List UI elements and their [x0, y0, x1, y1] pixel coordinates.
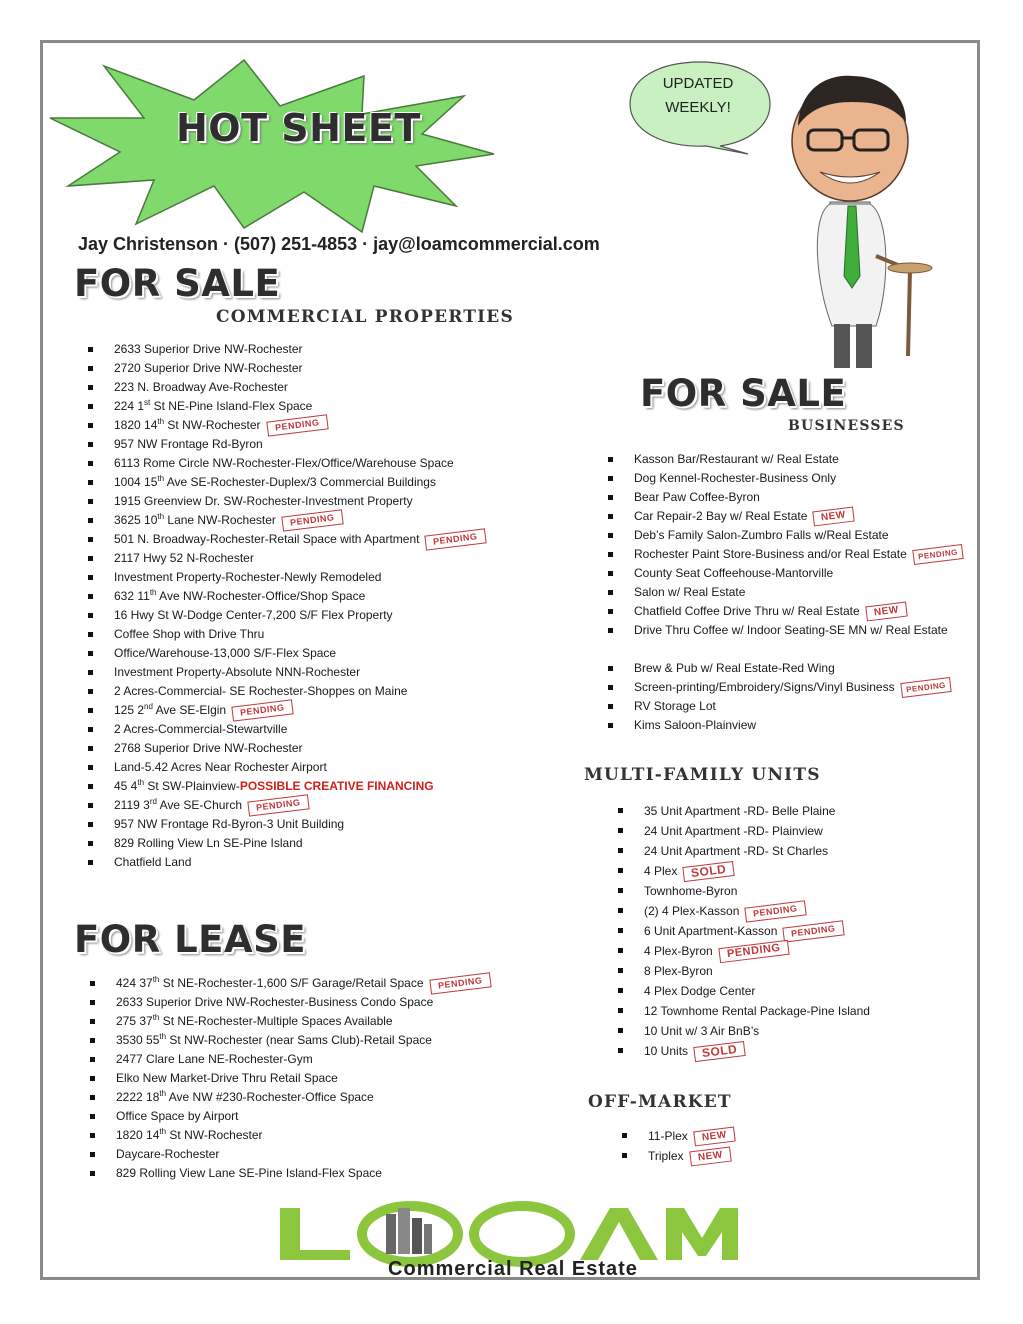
commercial-property-list: [86, 340, 486, 872]
list-item[interactable]: 4 Plex Dodge Center: [616, 981, 870, 1001]
list-item[interactable]: Townhome-Byron: [616, 881, 870, 901]
list-item[interactable]: 275 37th St NE-Rochester-Multiple Spaces Available: [88, 1012, 490, 1031]
list-item[interactable]: 2117 Hwy 52 N-Rochester: [86, 549, 486, 568]
list-item[interactable]: RV Storage Lot: [606, 697, 963, 716]
lease-list: [88, 974, 490, 1183]
list-item[interactable]: 3530 55th St NW-Rochester (near Sams Club)-Retail Space: [88, 1031, 490, 1050]
list-item[interactable]: 10 Unit w/ 3 Air BnB’s: [616, 1021, 870, 1041]
list-item[interactable]: Brew & Pub w/ Real Estate-Red Wing: [606, 659, 963, 678]
list-item[interactable]: 125 2nd Ave SE-Elgin PENDING: [86, 701, 486, 720]
list-item[interactable]: Chatfield Coffee Drive Thru w/ Real Estate NEW: [606, 602, 963, 621]
list-item[interactable]: 24 Unit Apartment -RD- Plainview: [616, 821, 870, 841]
sold-stamp: SOLD: [683, 861, 736, 882]
list-item[interactable]: 957 NW Frontage Rd-Byron: [86, 435, 486, 454]
pending-stamp: PENDING: [231, 700, 293, 722]
list-item[interactable]: Investment Property-Rochester-Newly Remodeled: [86, 568, 486, 587]
list-item[interactable]: Salon w/ Real Estate: [606, 583, 963, 602]
list-item[interactable]: Investment Property-Absolute NNN-Rochester: [86, 663, 486, 682]
list-item[interactable]: 8 Plex-Byron: [616, 961, 870, 981]
list-item[interactable]: 4 Plex SOLD: [616, 861, 870, 881]
list-item[interactable]: Land-5.42 Acres Near Rochester Airport: [86, 758, 486, 777]
sold-stamp: SOLD: [693, 1041, 746, 1062]
list-item[interactable]: 1820 14th St NW-Rochester: [88, 1126, 490, 1145]
list-item[interactable]: Office/Warehouse-13,000 S/F-Flex Space: [86, 644, 486, 663]
pending-stamp: PENDING: [247, 795, 309, 817]
commercial-properties-subheading: COMMERCIAL PROPERTIES: [216, 307, 514, 327]
pending-stamp: PENDING: [718, 940, 789, 963]
list-item[interactable]: Dog Kennel-Rochester-Business Only: [606, 469, 963, 488]
businesses-subheading: BUSINESSES: [788, 418, 905, 434]
list-item[interactable]: 2 Acres-Commercial- SE Rochester-Shoppes on Maine: [86, 682, 486, 701]
business-list: [606, 450, 963, 735]
multi-family-heading: MULTI-FAMILY UNITS: [584, 765, 821, 785]
logo-tagline: Commercial Real Estate: [388, 1258, 638, 1280]
list-item[interactable]: Daycare-Rochester: [88, 1145, 490, 1164]
list-item[interactable]: 12 Townhome Rental Package-Pine Island: [616, 1001, 870, 1021]
for-sale-businesses-heading: FOR SALE: [640, 372, 847, 415]
new-stamp: NEW: [689, 1147, 731, 1167]
hot-sheet-title: HOT SHEET: [176, 106, 421, 150]
list-item[interactable]: 424 37th St NE-Rochester-1,600 S/F Garage/Retail Space PENDING: [88, 974, 490, 993]
list-item[interactable]: 35 Unit Apartment -RD- Belle Plaine: [616, 801, 870, 821]
list-item[interactable]: 2477 Clare Lane NE-Rochester-Gym: [88, 1050, 490, 1069]
pending-stamp: PENDING: [783, 921, 845, 943]
off-market-list: [620, 1126, 735, 1166]
pending-stamp: PENDING: [912, 544, 963, 565]
speech-bubble-text: [628, 72, 768, 120]
list-item[interactable]: 1820 14th St NW-Rochester PENDING: [86, 416, 486, 435]
list-item[interactable]: 2768 Superior Drive NW-Rochester: [86, 739, 486, 758]
list-item[interactable]: 6113 Rome Circle NW-Rochester-Flex/Office/Warehouse Space: [86, 454, 486, 473]
pending-stamp: PENDING: [900, 677, 951, 698]
list-item[interactable]: County Seat Coffeehouse-Mantorville: [606, 564, 963, 583]
list-item[interactable]: Chatfield Land: [86, 853, 486, 872]
list-item[interactable]: 2633 Superior Drive NW-Rochester: [86, 340, 486, 359]
pending-stamp: PENDING: [425, 529, 487, 551]
list-item[interactable]: 632 11th Ave NW-Rochester-Office/Shop Space: [86, 587, 486, 606]
list-item[interactable]: Office Space by Airport: [88, 1107, 490, 1126]
list-item[interactable]: Drive Thru Coffee w/ Indoor Seating-SE MN w/ Real Estate: [606, 621, 954, 659]
list-item[interactable]: 2633 Superior Drive NW-Rochester-Business Condo Space: [88, 993, 490, 1012]
contact-line: Jay Christenson · (507) 251-4853 · jay@loamcommercial.com: [78, 234, 600, 254]
list-item[interactable]: 224 1st St NE-Pine Island-Flex Space: [86, 397, 486, 416]
list-item[interactable]: Rochester Paint Store-Business and/or Real Estate PENDING: [606, 545, 963, 564]
list-item[interactable]: 829 Rolling View Ln SE-Pine Island: [86, 834, 486, 853]
bubble-line-2: WEEKLY!: [665, 99, 731, 116]
list-item[interactable]: Car Repair-2 Bay w/ Real Estate NEW: [606, 507, 963, 526]
new-stamp: NEW: [865, 602, 907, 622]
list-item[interactable]: 4 Plex-Byron PENDING: [616, 941, 870, 961]
for-lease-heading: FOR LEASE: [74, 918, 307, 961]
list-item[interactable]: 1915 Greenview Dr. SW-Rochester-Investment Property: [86, 492, 486, 511]
list-item[interactable]: 501 N. Broadway-Rochester-Retail Space with Apartment PENDING: [86, 530, 486, 549]
for-sale-heading: FOR SALE: [74, 262, 281, 305]
list-item[interactable]: Kasson Bar/Restaurant w/ Real Estate: [606, 450, 963, 469]
list-item[interactable]: Triplex NEW: [620, 1146, 735, 1166]
list-item[interactable]: Coffee Shop with Drive Thru: [86, 625, 486, 644]
list-item[interactable]: 24 Unit Apartment -RD- St Charles: [616, 841, 870, 861]
list-item[interactable]: 10 Units SOLD: [616, 1041, 870, 1061]
list-item[interactable]: 11-Plex NEW: [620, 1126, 735, 1146]
list-item[interactable]: 957 NW Frontage Rd-Byron-3 Unit Building: [86, 815, 486, 834]
list-item[interactable]: 16 Hwy St W-Dodge Center-7,200 S/F Flex Property: [86, 606, 486, 625]
pending-stamp: PENDING: [429, 973, 491, 995]
list-item[interactable]: Screen-printing/Embroidery/Signs/Vinyl Business PENDING: [606, 678, 963, 697]
list-item[interactable]: Elko New Market-Drive Thru Retail Space: [88, 1069, 490, 1088]
agent-caricature-image: [780, 56, 940, 376]
list-item[interactable]: 3625 10th Lane NW-Rochester PENDING: [86, 511, 486, 530]
bubble-line-1: UPDATED: [662, 75, 734, 92]
list-item[interactable]: 1004 15th Ave SE-Rochester-Duplex/3 Commercial Buildings: [86, 473, 486, 492]
list-item[interactable]: 2 Acres-Commercial-Stewartville: [86, 720, 486, 739]
list-item[interactable]: 2119 3rd Ave SE-Church PENDING: [86, 796, 486, 815]
list-item[interactable]: 829 Rolling View Lane SE-Pine Island-Flex Space: [88, 1164, 490, 1183]
list-item[interactable]: Deb’s Family Salon-Zumbro Falls w/Real Estate: [606, 526, 963, 545]
list-item[interactable]: 2222 18th Ave NW #230-Rochester-Office Space: [88, 1088, 490, 1107]
pending-stamp: PENDING: [281, 510, 343, 532]
creative-financing-note: POSSIBLE CREATIVE FINANCING: [239, 779, 434, 793]
list-item[interactable]: 2720 Superior Drive NW-Rochester: [86, 359, 486, 378]
pending-stamp: PENDING: [266, 415, 328, 437]
list-item[interactable]: (2) 4 Plex-Kasson PENDING: [616, 901, 870, 921]
multi-family-list: [616, 801, 870, 1061]
list-item[interactable]: 223 N. Broadway Ave-Rochester: [86, 378, 486, 397]
list-item[interactable]: Bear Paw Coffee-Byron: [606, 488, 963, 507]
list-item[interactable]: Kims Saloon-Plainview: [606, 716, 963, 735]
pending-stamp: PENDING: [745, 901, 807, 923]
new-stamp: NEW: [813, 507, 855, 527]
list-item[interactable]: 45 4th St SW-Plainview-POSSIBLE CREATIVE FINANCING: [86, 777, 486, 796]
list-item[interactable]: 6 Unit Apartment-Kasson PENDING: [616, 921, 870, 941]
off-market-heading: OFF-MARKET: [588, 1092, 732, 1112]
new-stamp: NEW: [693, 1127, 735, 1147]
